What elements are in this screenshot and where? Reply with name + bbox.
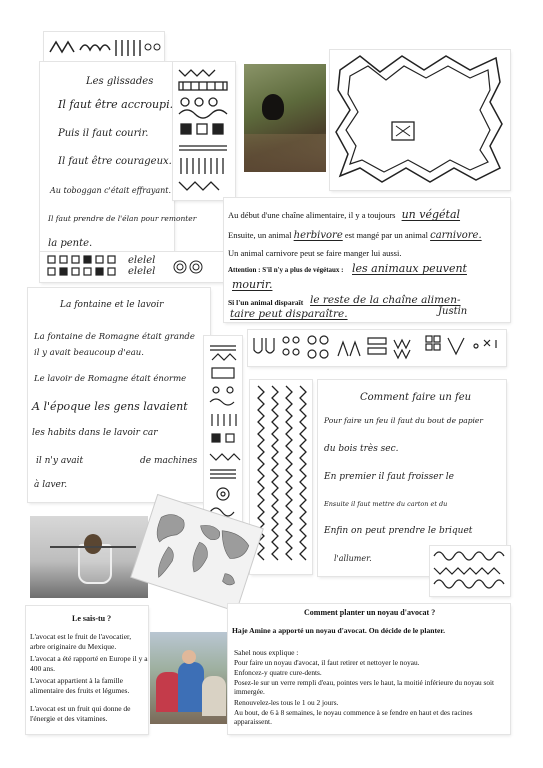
zigzag-frame-doodle: [330, 50, 510, 190]
feu-line: du bois très sec.: [324, 444, 399, 454]
attention-answer: les animaux peuvent: [352, 262, 467, 275]
avocado-glass-photo: [30, 516, 148, 598]
world-map-drawing: [131, 495, 262, 611]
avocat-step: Pour faire un noyau d'avocat, il faut retirer et nettoyer le noyau.: [234, 658, 420, 667]
fontaine-line: il n'y avait: [36, 456, 84, 466]
le-sais-tu-paragraph: L'avocat est le fruit de l'avocatier, arbre originaire du Mexique.: [30, 632, 132, 651]
pattern-column-mid: [204, 336, 242, 526]
le-sais-tu-paragraph: L'avocat a été rapporté en Europe il y a 400 ans.: [30, 654, 148, 673]
disparait-answer: le reste de la chaîne alimen-: [310, 294, 461, 306]
squares-pattern-doodle: [44, 252, 134, 282]
glissades-line: Il faut être accroupi.: [58, 98, 174, 111]
chaine-line2: Ensuite, un animal herbivore est mangé par un animal carnivore.: [228, 230, 482, 241]
fontaine-line: La fontaine de Romagne était grande: [34, 332, 195, 342]
glissades-line: Il faut prendre de l'élan pour remonter: [48, 214, 197, 223]
signature-justin: Justin: [438, 306, 468, 317]
fontaine-line: il y avait beaucoup d'eau.: [34, 348, 144, 358]
geometric-pattern-doodle: [173, 62, 235, 200]
avocat-step: Posez-le sur un verre rempli d'eau, pointes vers le haut, la moitié inférieure du noyau soit immergée.: [234, 678, 495, 696]
pattern-strip-middle: [248, 330, 506, 366]
kids-photo: [150, 632, 228, 724]
answer-vegetal: un végétal: [401, 208, 461, 221]
wave-pattern-doodle: [44, 32, 164, 62]
feu-line: En premier il faut froisser le: [324, 472, 454, 482]
avocat-subtitle: Haje Amine a apporté un noyau d'avocat. On décide de le planter.: [232, 626, 445, 635]
glissades-card: [40, 62, 197, 258]
world-map-image: [131, 495, 262, 611]
glissades-line: Puis il faut courir.: [58, 128, 149, 139]
chaine-alimentaire-card: [224, 198, 510, 322]
avocat-intro: Sahel nous explique :: [234, 648, 299, 657]
disparait-answer: taire peut disparaître.: [230, 308, 348, 320]
avocado-pit: [84, 534, 102, 554]
avocat-title: Comment planter un noyau d'avocat ?: [304, 608, 436, 617]
feu-line: l'allumer.: [334, 554, 372, 563]
feu-line: Pour faire un feu il faut du bout de papier: [324, 416, 483, 425]
le-sais-tu-card: [26, 606, 148, 734]
feu-title: Comment faire un feu: [360, 392, 472, 403]
pattern-strip: [40, 252, 224, 282]
answer-carnivore: carnivore.: [430, 230, 482, 241]
vertical-zigzag-doodle: [250, 380, 312, 574]
avocat-step: Enfoncez-y quatre cure-dents.: [234, 668, 322, 677]
fontaine-card: [28, 288, 210, 502]
feu-line: Enfin on peut prendre le briquet: [324, 526, 473, 536]
glissades-line: la pente.: [48, 238, 93, 249]
le-sais-tu-paragraph: L'avocat appartient à la famille alimentaire des fruits et légumes.: [30, 676, 130, 695]
tribal-pattern-doodle: [204, 336, 242, 526]
cat-photo: [244, 64, 326, 172]
zigzag-columns: [250, 380, 312, 574]
fontaine-line: à laver.: [34, 480, 68, 490]
attention-answer: mourir.: [232, 278, 273, 291]
jagged-frame-drawing: [330, 50, 510, 190]
le-sais-tu-title: Le sais-tu ?: [72, 614, 112, 623]
elelel-pattern-text: elelel elelel: [128, 255, 156, 277]
chaine-line3: Un animal carnivore peut se faire manger lui aussi.: [228, 248, 402, 258]
fontaine-line: les habits dans le lavoir car: [32, 428, 158, 438]
glissades-line: Il faut être courageux.: [58, 156, 172, 167]
attention-label: Attention : S'il n'y a plus de végétaux :: [228, 266, 344, 274]
pattern-column-top: [173, 62, 235, 200]
doodle-strip-top: [44, 32, 164, 62]
avocat-step: Renouvelez-les tous le 1 ou 2 jours.: [234, 698, 339, 707]
answer-herbivore: herbivore: [293, 230, 343, 241]
cat-silhouette: [262, 94, 284, 120]
glissades-title: Les glissades: [86, 76, 154, 87]
pattern-box-bottom-right: [430, 546, 510, 596]
chaine-line1: Au début d'une chaîne alimentaire, il y a toujours un végétal: [228, 208, 461, 221]
fontaine-line: Le lavoir de Romagne était énorme: [34, 374, 187, 384]
fontaine-title: La fontaine et le lavoir: [60, 300, 164, 310]
avocat-card: [228, 604, 510, 734]
disparait-label: Si l'un animal disparaît: [228, 298, 304, 307]
wave-rows-doodle: [430, 546, 510, 596]
avocat-step: Au bout, de 6 à 8 semaines, le noyau commence à se fendre en haut et des racines apparaissent.: [234, 708, 473, 726]
mixed-pattern-doodle: [248, 330, 506, 366]
feu-line: Ensuite il faut mettre du carton et du: [324, 500, 448, 508]
fontaine-line: A l'époque les gens lavaient: [32, 400, 188, 413]
le-sais-tu-paragraph: L'avocat est un fruit qui donne de l'énergie et des vitamines.: [30, 704, 131, 723]
glissades-line: Au toboggan c'était effrayant.: [50, 186, 172, 195]
fontaine-line: de machines: [140, 456, 198, 466]
spirals-doodle: [170, 255, 210, 279]
